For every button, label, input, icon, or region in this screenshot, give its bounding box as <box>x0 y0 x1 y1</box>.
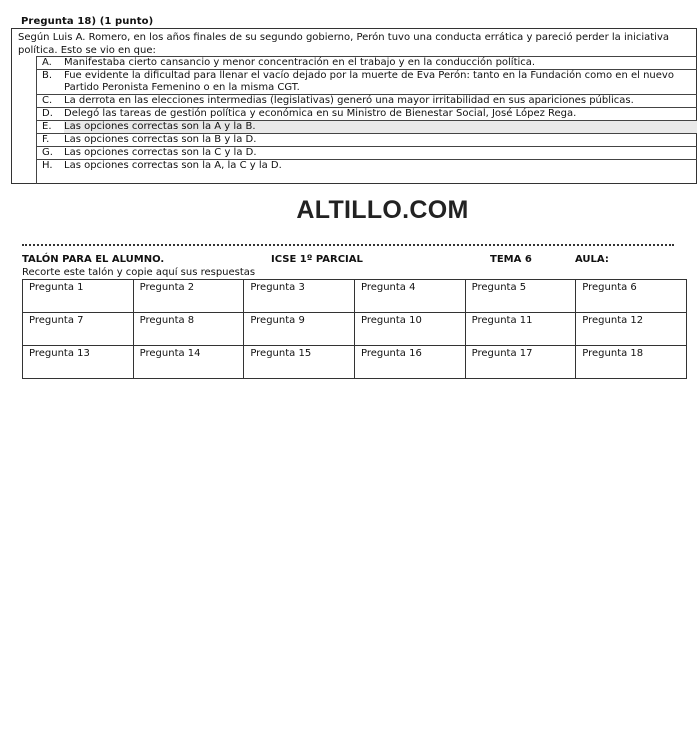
cut-line <box>22 244 674 246</box>
options-table <box>36 56 697 172</box>
option-letter: C. <box>36 95 64 108</box>
answer-cell[interactable]: Pregunta 3 <box>244 280 355 313</box>
option-row <box>36 95 697 108</box>
option-text: Las opciones correctas son la A y la B. <box>64 121 697 134</box>
answer-row <box>23 280 687 313</box>
answer-cell[interactable]: Pregunta 1 <box>23 280 134 313</box>
answer-cell[interactable]: Pregunta 2 <box>133 280 244 313</box>
answer-cell[interactable]: Pregunta 14 <box>133 346 244 379</box>
option-text: Manifestaba cierto cansancio y menor concentración en el trabajo y en la conducción política. <box>64 57 697 70</box>
option-text: Las opciones correctas son la B y la D. <box>64 134 697 147</box>
option-letter: B. <box>36 70 64 95</box>
answer-row <box>23 313 687 346</box>
answer-cell[interactable]: Pregunta 16 <box>354 346 465 379</box>
answer-table <box>22 279 687 379</box>
option-text: Las opciones correctas son la A, la C y la D. <box>64 160 697 173</box>
option-letter: D. <box>36 108 64 121</box>
option-row <box>36 147 697 160</box>
answer-cell[interactable]: Pregunta 17 <box>465 346 576 379</box>
option-row <box>36 57 697 70</box>
option-row <box>36 108 697 121</box>
option-letter: H. <box>36 160 64 173</box>
option-row <box>36 134 697 147</box>
option-row <box>36 70 697 95</box>
option-row <box>36 121 697 134</box>
option-letter: A. <box>36 57 64 70</box>
option-text: Fue evidente la dificultad para llenar el vacío dejado por la muerte de Eva Perón: tanto en la Fundación como en el nuevo Partido Peronista Femenino o en la misma CGT. <box>64 70 697 95</box>
tema-label: TEMA 6 <box>490 254 532 265</box>
option-text: Las opciones correctas son la C y la D. <box>64 147 697 160</box>
question-stem: Según Luis A. Romero, en los años finales de su segundo gobierno, Perón tuvo una conducta errática y pareció perder la iniciativa política. Esto se vio en que: <box>18 32 669 56</box>
option-letter: G. <box>36 147 64 160</box>
aula-label: AULA: <box>575 254 609 265</box>
answer-cell[interactable]: Pregunta 4 <box>354 280 465 313</box>
talon-instruction: Recorte este talón y copie aquí sus respuestas <box>22 267 256 278</box>
answer-cell[interactable]: Pregunta 6 <box>576 280 687 313</box>
talon-title: TALÓN PARA EL ALUMNO. <box>22 254 165 265</box>
watermark: ALTILLO.COM <box>296 196 469 224</box>
answer-cell[interactable]: Pregunta 5 <box>465 280 576 313</box>
answer-cell[interactable]: Pregunta 9 <box>244 313 355 346</box>
answer-cell[interactable]: Pregunta 18 <box>576 346 687 379</box>
option-letter: F. <box>36 134 64 147</box>
answer-cell[interactable]: Pregunta 13 <box>23 346 134 379</box>
answer-cell[interactable]: Pregunta 15 <box>244 346 355 379</box>
option-letter: E. <box>36 121 64 134</box>
answer-cell[interactable]: Pregunta 8 <box>133 313 244 346</box>
question-box <box>11 28 697 184</box>
question-title: Pregunta 18) (1 punto) <box>21 16 154 27</box>
option-row <box>36 160 697 173</box>
answer-cell[interactable]: Pregunta 10 <box>354 313 465 346</box>
exam-name: ICSE 1º PARCIAL <box>271 254 363 265</box>
answer-cell[interactable]: Pregunta 12 <box>576 313 687 346</box>
answer-row <box>23 346 687 379</box>
option-text: La derrota en las elecciones intermedias (legislativas) generó una mayor irritabilidad en sus apariciones públicas. <box>64 95 697 108</box>
answer-cell[interactable]: Pregunta 7 <box>23 313 134 346</box>
option-text: Delegó las tareas de gestión política y económica en su Ministro de Bienestar Social, José López Rega. <box>64 108 697 121</box>
answer-cell[interactable]: Pregunta 11 <box>465 313 576 346</box>
